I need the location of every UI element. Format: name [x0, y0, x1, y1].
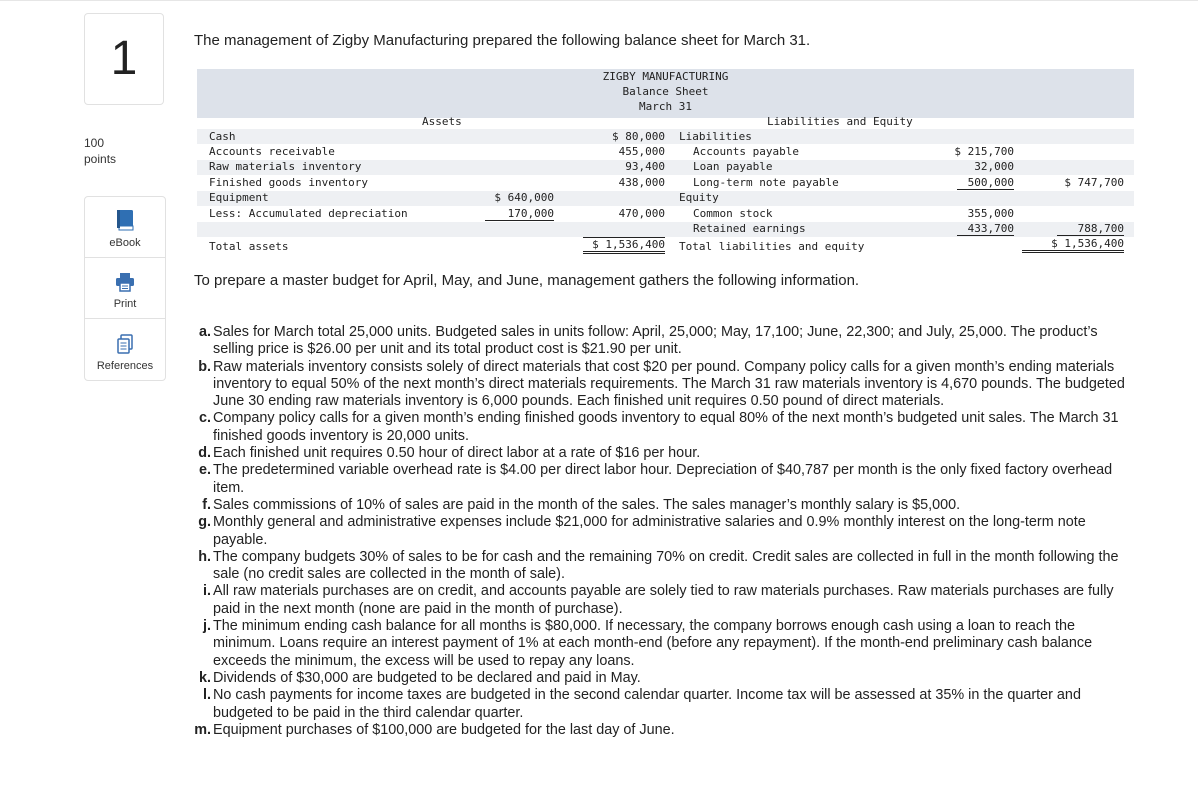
item-text: Sales commissions of 10% of sales are paid in the month of the sales. The sales manager’s monthly salary is $5,000. — [213, 496, 961, 513]
equipment-amount: $ 640,000 — [494, 191, 554, 204]
accounts-receivable-label: Accounts receivable — [209, 145, 335, 158]
item-letter: j. — [203, 618, 211, 635]
references-label: References — [96, 360, 154, 372]
list-item — [194, 497, 1139, 514]
assets-header: Assets — [422, 115, 462, 128]
prep-text: To prepare a master budget for April, May, and June, management gathers the following information. — [194, 272, 860, 289]
liabilities-equity-header: Liabilities and Equity — [767, 115, 913, 128]
cash-label: Cash — [209, 130, 236, 143]
item-letter: e. — [198, 462, 211, 479]
book-icon — [115, 209, 135, 231]
item-text: Raw materials inventory consists solely of direct materials that cost $20 per pound. Company policy calls for a given month’s ending materials inventory to equal 50% of the next month’s direct materials requirements. The March 31 raw materials inventory is 4,670 pounds. The budgeted June 30 ending raw materials inventory is 6,000 pounds. Each finished unit requires 0.50 pound of direct materials. — [213, 358, 1125, 410]
ebook-button[interactable] — [85, 197, 165, 258]
total-liabilities-amount: $ 747,700 — [1064, 176, 1124, 189]
points-value: 100 — [84, 136, 105, 150]
liabilities-header: Liabilities — [679, 130, 752, 143]
list-item — [194, 514, 1139, 549]
item-text: Each finished unit requires 0.50 hour of direct labor at a rate of $16 per hour. — [213, 445, 701, 462]
long-term-note-label: Long-term note payable — [693, 176, 839, 189]
list-item — [194, 462, 1139, 497]
total-equity-amount: 788,700 — [1057, 222, 1124, 236]
row-band — [197, 129, 1134, 144]
points-block — [84, 135, 116, 167]
item-letter: g. — [198, 514, 211, 531]
information-list — [194, 324, 1139, 739]
item-text: No cash payments for income taxes are budgeted in the second calendar quarter. Income tax will be assessed at 35% in the quarter and budgeted to be paid in the third calendar quarter. — [213, 687, 1081, 721]
statement-date: March 31 — [639, 100, 692, 113]
total-liabilities-equity-amount: $ 1,536,400 — [1022, 237, 1124, 253]
print-button[interactable] — [85, 258, 165, 319]
statement-title: Balance Sheet — [622, 85, 709, 98]
item-letter: d. — [198, 445, 211, 462]
raw-materials-label: Raw materials inventory — [209, 160, 362, 173]
item-text: The predetermined variable overhead rate is $4.00 per direct labor hour. Depreciation of $40,787 per month is the only fixed factory overhead item. — [213, 462, 1113, 496]
row-band — [197, 191, 1134, 206]
item-letter: l. — [203, 687, 211, 704]
item-text: Company policy calls for a given month’s ending finished goods inventory to equal 80% of the next month’s budgeted unit sales. The March 31 finished goods inventory is 20,000 units. — [213, 410, 1119, 444]
retained-earnings-label: Retained earnings — [693, 222, 806, 235]
company-name: ZIGBY MANUFACTURING — [602, 70, 729, 83]
net-equipment-amount: 470,000 — [618, 207, 665, 220]
list-item — [194, 583, 1139, 618]
loan-payable-label: Loan payable — [693, 160, 773, 173]
equipment-label: Equipment — [209, 191, 269, 204]
question-number-box — [84, 13, 164, 105]
item-letter: h. — [198, 548, 211, 565]
cash-amount: $ 80,000 — [612, 130, 665, 143]
item-text: The company budgets 30% of sales to be for cash and the remaining 70% on credit. Credit sales are collected in full in the month following the sale (no credit sales are collected in the month of sale). — [213, 548, 1119, 583]
accounts-receivable-amount: 455,000 — [618, 145, 665, 158]
list-item — [194, 687, 1139, 722]
item-letter: k. — [198, 669, 211, 686]
item-text: Sales for March total 25,000 units. Budgeted sales in units follow: April, 25,000; May, 17,100; June, 22,300; and July, 25,000. The product’s selling price is $26.00 per unit and its total product cost is $21.90 per unit. — [213, 324, 1098, 358]
item-letter: a. — [198, 324, 211, 340]
tools-panel — [84, 196, 166, 381]
item-text: Equipment purchases of $100,000 are budgeted for the last day of June. — [213, 721, 675, 738]
item-text: Dividends of $30,000 are budgeted to be declared and paid in May. — [213, 669, 641, 686]
item-text: The minimum ending cash balance for all months is $80,000. If necessary, the company borrows enough cash using a loan to reach the minimum. Loans require an interest payment of 1% at each month-end (before any repayment). If the month-end preliminary cash balance exceeds the minimum, the excess will be used to repay any loans. — [213, 618, 1093, 669]
item-letter: f. — [202, 496, 211, 513]
finished-goods-label: Finished goods inventory — [209, 176, 368, 189]
loan-payable-amount: 32,000 — [974, 160, 1014, 173]
list-item — [194, 722, 1139, 739]
finished-goods-amount: 438,000 — [618, 176, 665, 189]
item-letter: b. — [198, 358, 211, 375]
list-item — [194, 549, 1139, 584]
accumulated-depreciation-amount: 170,000 — [485, 207, 554, 221]
balance-sheet — [197, 69, 1134, 257]
references-button[interactable] — [85, 319, 165, 380]
common-stock-amount: 355,000 — [967, 207, 1014, 220]
item-letter: m. — [194, 721, 211, 738]
equity-header: Equity — [679, 191, 719, 204]
accumulated-depreciation-label: Less: Accumulated depreciation — [209, 207, 408, 220]
question-number: 1 — [110, 32, 138, 85]
intro-text: The management of Zigby Manufacturing prepared the following balance sheet for March 31. — [194, 32, 811, 49]
accounts-payable-label: Accounts payable — [693, 145, 799, 158]
total-liabilities-equity-label: Total liabilities and equity — [679, 240, 865, 253]
accounts-payable-amount: $ 215,700 — [954, 145, 1014, 158]
long-term-note-amount: 500,000 — [957, 176, 1014, 190]
list-item — [194, 359, 1139, 411]
list-item — [194, 410, 1139, 445]
item-letter: c. — [198, 410, 211, 427]
list-item — [194, 670, 1139, 687]
common-stock-label: Common stock — [693, 207, 773, 220]
item-text: Monthly general and administrative expenses include $21,000 for administrative salaries and 0.9% monthly interest on the long-term note payable. — [213, 514, 1086, 548]
ebook-label: eBook — [109, 237, 141, 249]
list-item — [194, 618, 1139, 670]
print-icon — [115, 272, 135, 292]
top-divider — [0, 0, 1198, 1]
points-label: points — [84, 152, 117, 166]
retained-earnings-amount: 433,700 — [957, 222, 1014, 236]
item-text: All raw materials purchases are on credit, and accounts payable are solely tied to raw materials purchases. Raw materials purchases are fully paid in the next month (none are paid in the month of purchase). — [213, 583, 1114, 617]
raw-materials-amount: 93,400 — [625, 160, 665, 173]
total-assets-amount: $ 1,536,400 — [583, 237, 665, 254]
total-assets-label: Total assets — [209, 240, 289, 253]
item-letter: i. — [203, 583, 211, 600]
list-item — [194, 324, 1139, 359]
list-item — [194, 445, 1139, 462]
references-icon — [115, 334, 135, 354]
print-label: Print — [113, 298, 137, 310]
